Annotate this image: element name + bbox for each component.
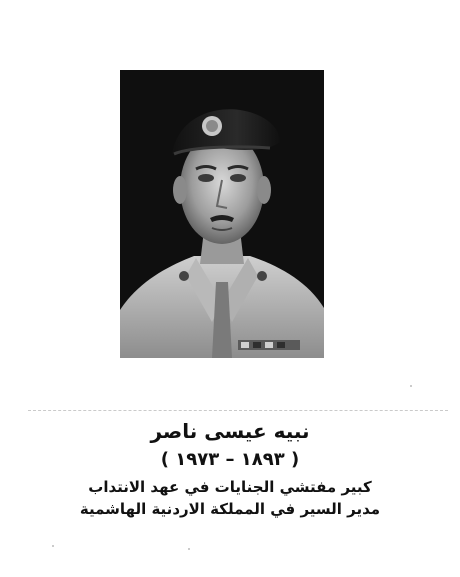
life-years: ( ١٨٩٣ – ١٩٧٣ )	[160, 449, 300, 470]
scan-speck	[188, 548, 190, 550]
scan-artifact-line	[28, 410, 448, 411]
photo-caption	[0, 418, 460, 520]
portrait-photo	[120, 70, 324, 358]
role-description-2: مدير السير في المملكة الاردنية الهاشمية	[79, 500, 381, 518]
role-description-1: كبير مفتشي الجنايات في عهد الانتداب	[88, 478, 372, 496]
person-name: نبيه عيسى ناصر	[150, 419, 310, 443]
scan-speck	[410, 385, 412, 387]
scan-speck	[52, 545, 54, 547]
portrait-image	[120, 70, 324, 358]
